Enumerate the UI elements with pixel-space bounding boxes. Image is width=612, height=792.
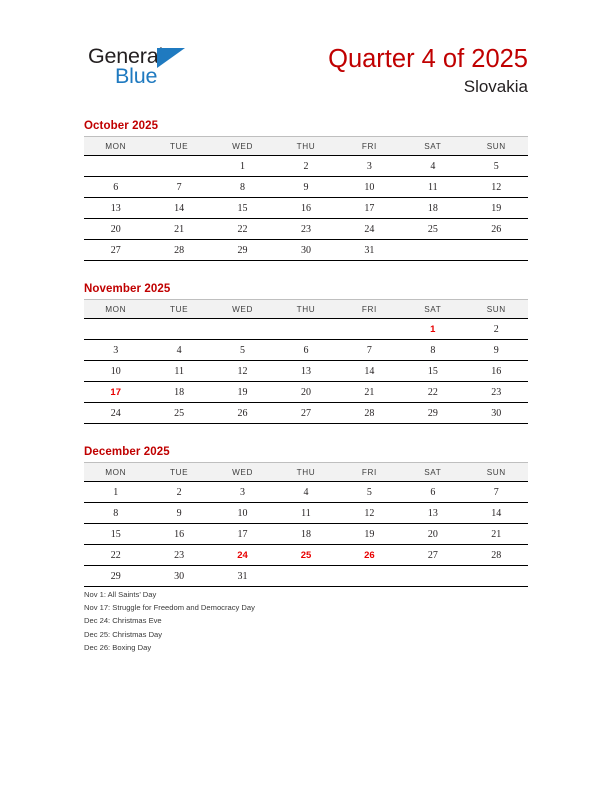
day-cell[interactable]: 20 (274, 382, 337, 403)
day-cell[interactable]: 2 (465, 319, 528, 340)
week-row (84, 156, 528, 177)
day-cell[interactable]: 21 (338, 382, 401, 403)
day-cell[interactable]: 22 (211, 219, 274, 240)
day-cell[interactable]: 28 (147, 240, 210, 261)
day-cell[interactable]: 2 (274, 156, 337, 177)
weekday-header-fri: FRI (338, 300, 401, 319)
day-cell[interactable]: 14 (465, 503, 528, 524)
day-cell[interactable]: 24 (338, 219, 401, 240)
weekday-header-wed: WED (211, 300, 274, 319)
weekday-header-sun: SUN (465, 137, 528, 156)
day-cell[interactable]: 18 (274, 524, 337, 545)
day-cell[interactable]: 15 (211, 198, 274, 219)
day-cell[interactable]: 15 (401, 361, 464, 382)
day-cell[interactable]: 7 (465, 482, 528, 503)
week-row (84, 524, 528, 545)
day-cell[interactable]: 9 (147, 503, 210, 524)
day-cell-empty (274, 566, 337, 587)
day-cell-empty (465, 240, 528, 261)
week-row (84, 361, 528, 382)
day-cell[interactable]: 4 (401, 156, 464, 177)
day-cell-empty (211, 319, 274, 340)
week-row (84, 219, 528, 240)
day-cell[interactable]: 4 (274, 482, 337, 503)
day-cell[interactable]: 22 (401, 382, 464, 403)
weekday-header-tue: TUE (147, 463, 210, 482)
day-cell-holiday[interactable]: 1 (401, 319, 464, 340)
day-cell[interactable]: 12 (465, 177, 528, 198)
day-cell[interactable]: 29 (401, 403, 464, 424)
day-cell[interactable]: 26 (211, 403, 274, 424)
day-cell[interactable]: 30 (274, 240, 337, 261)
day-cell[interactable]: 9 (465, 340, 528, 361)
day-cell[interactable]: 3 (338, 156, 401, 177)
day-cell[interactable]: 7 (338, 340, 401, 361)
legend-item: Dec 26: Boxing Day (84, 642, 152, 652)
day-cell[interactable]: 3 (84, 340, 147, 361)
day-cell[interactable]: 12 (338, 503, 401, 524)
week-row (84, 382, 528, 403)
weekday-header-fri: FRI (338, 463, 401, 482)
day-cell[interactable]: 23 (147, 545, 210, 566)
weekday-header-mon: MON (84, 300, 147, 319)
day-cell[interactable]: 11 (147, 361, 210, 382)
general-blue-logo (88, 44, 218, 92)
day-cell[interactable]: 14 (338, 361, 401, 382)
day-cell-empty (84, 319, 147, 340)
week-row (84, 319, 528, 340)
day-cell[interactable]: 4 (147, 340, 210, 361)
day-cell-empty (465, 566, 528, 587)
legend-item: Nov 1: All Saints’ Day (84, 590, 157, 599)
weekday-header-sun: SUN (465, 300, 528, 319)
weekday-header-sat: SAT (401, 463, 464, 482)
day-cell[interactable]: 1 (211, 156, 274, 177)
week-row (84, 503, 528, 524)
legend-item: Dec 24: Christmas Eve (84, 616, 162, 626)
day-cell[interactable]: 20 (401, 524, 464, 545)
day-cell[interactable]: 10 (211, 503, 274, 524)
weekday-header-tue: TUE (147, 137, 210, 156)
day-cell[interactable]: 31 (338, 240, 401, 261)
day-cell-holiday[interactable]: 24 (211, 545, 274, 566)
day-cell[interactable]: 5 (211, 340, 274, 361)
weekday-header-thu: THU (274, 300, 337, 319)
weekday-header-sat: SAT (401, 300, 464, 319)
day-cell-empty (338, 566, 401, 587)
day-cell-holiday[interactable]: 17 (84, 382, 147, 403)
week-row (84, 545, 528, 566)
weekday-header-sat: SAT (401, 137, 464, 156)
day-cell[interactable]: 3 (211, 482, 274, 503)
week-row (84, 482, 528, 503)
day-cell[interactable]: 19 (211, 382, 274, 403)
day-cell[interactable]: 10 (338, 177, 401, 198)
day-cell[interactable]: 18 (147, 382, 210, 403)
day-cell[interactable]: 24 (84, 403, 147, 424)
day-cell[interactable]: 31 (211, 566, 274, 587)
day-cell[interactable]: 13 (84, 198, 147, 219)
logo-text-general: General (88, 44, 164, 68)
day-cell[interactable]: 5 (338, 482, 401, 503)
day-cell[interactable]: 17 (211, 524, 274, 545)
day-cell-empty (147, 156, 210, 177)
months-container (84, 120, 528, 609)
day-cell-holiday[interactable]: 25 (274, 545, 337, 566)
day-cell[interactable]: 16 (274, 198, 337, 219)
day-cell[interactable]: 14 (147, 198, 210, 219)
day-cell[interactable]: 6 (84, 177, 147, 198)
weekday-header-mon: MON (84, 137, 147, 156)
day-cell-empty (147, 319, 210, 340)
day-cell[interactable]: 27 (274, 403, 337, 424)
day-cell-empty (401, 566, 464, 587)
month-title: November 2025 (84, 283, 171, 295)
day-cell[interactable]: 10 (84, 361, 147, 382)
month-block (84, 120, 528, 261)
day-cell[interactable]: 2 (147, 482, 210, 503)
day-cell[interactable]: 13 (274, 361, 337, 382)
day-cell[interactable]: 20 (84, 219, 147, 240)
month-title: December 2025 (84, 446, 170, 458)
day-cell[interactable]: 21 (465, 524, 528, 545)
weekday-header-wed: WED (211, 463, 274, 482)
title-block (328, 44, 528, 98)
weekday-header-sun: SUN (465, 463, 528, 482)
day-cell[interactable]: 6 (274, 340, 337, 361)
day-cell-holiday[interactable]: 26 (338, 545, 401, 566)
day-cell-empty (401, 240, 464, 261)
day-cell-empty (338, 319, 401, 340)
day-cell-empty (84, 156, 147, 177)
legend-item: Dec 25: Christmas Day (84, 629, 163, 639)
weekday-header-thu: THU (274, 463, 337, 482)
logo-text-blue: Blue (115, 64, 158, 88)
week-row (84, 566, 528, 587)
day-cell[interactable]: 28 (465, 545, 528, 566)
day-cell[interactable]: 23 (465, 382, 528, 403)
week-row (84, 240, 528, 261)
day-cell[interactable]: 19 (338, 524, 401, 545)
calendar-table (84, 299, 528, 424)
day-cell[interactable]: 30 (465, 403, 528, 424)
day-cell[interactable]: 16 (147, 524, 210, 545)
calendar-table (84, 462, 528, 587)
day-cell[interactable]: 22 (84, 545, 147, 566)
weekday-header-thu: THU (274, 137, 337, 156)
page-title: Quarter 4 of 2025 (328, 45, 528, 73)
country-subtitle: Slovakia (463, 77, 528, 96)
day-cell[interactable]: 8 (211, 177, 274, 198)
day-cell[interactable]: 5 (465, 156, 528, 177)
day-cell[interactable]: 27 (84, 240, 147, 261)
day-cell[interactable]: 13 (401, 503, 464, 524)
day-cell-empty (274, 319, 337, 340)
weekday-header-row (84, 137, 528, 156)
day-cell[interactable]: 18 (401, 198, 464, 219)
month-block (84, 446, 528, 587)
weekday-header-tue: TUE (147, 300, 210, 319)
weekday-header-wed: WED (211, 137, 274, 156)
day-cell[interactable]: 29 (211, 240, 274, 261)
day-cell[interactable]: 15 (84, 524, 147, 545)
month-title: October 2025 (84, 120, 159, 132)
day-cell[interactable]: 25 (401, 219, 464, 240)
day-cell[interactable]: 28 (338, 403, 401, 424)
day-cell[interactable]: 27 (401, 545, 464, 566)
week-row (84, 177, 528, 198)
day-cell[interactable]: 8 (401, 340, 464, 361)
weekday-header-fri: FRI (338, 137, 401, 156)
day-cell[interactable]: 8 (84, 503, 147, 524)
calendar-table (84, 136, 528, 261)
day-cell[interactable]: 1 (84, 482, 147, 503)
day-cell[interactable]: 9 (274, 177, 337, 198)
day-cell[interactable]: 21 (147, 219, 210, 240)
month-block (84, 283, 528, 424)
day-cell[interactable]: 11 (401, 177, 464, 198)
day-cell[interactable]: 17 (338, 198, 401, 219)
legend-item: Nov 17: Struggle for Freedom and Democracy Day (84, 603, 255, 613)
day-cell[interactable]: 16 (465, 361, 528, 382)
week-row (84, 340, 528, 361)
week-row (84, 198, 528, 219)
day-cell[interactable]: 6 (401, 482, 464, 503)
weekday-header-row (84, 300, 528, 319)
day-cell[interactable]: 26 (465, 219, 528, 240)
week-row (84, 403, 528, 424)
day-cell[interactable]: 12 (211, 361, 274, 382)
weekday-header-row (84, 463, 528, 482)
day-cell[interactable]: 25 (147, 403, 210, 424)
day-cell[interactable]: 7 (147, 177, 210, 198)
day-cell[interactable]: 11 (274, 503, 337, 524)
holiday-legend (84, 588, 504, 654)
day-cell[interactable]: 19 (465, 198, 528, 219)
weekday-header-mon: MON (84, 463, 147, 482)
day-cell[interactable]: 23 (274, 219, 337, 240)
page-header (0, 0, 612, 110)
logo-triangle-icon (157, 48, 185, 68)
day-cell[interactable]: 30 (147, 566, 210, 587)
day-cell[interactable]: 29 (84, 566, 147, 587)
